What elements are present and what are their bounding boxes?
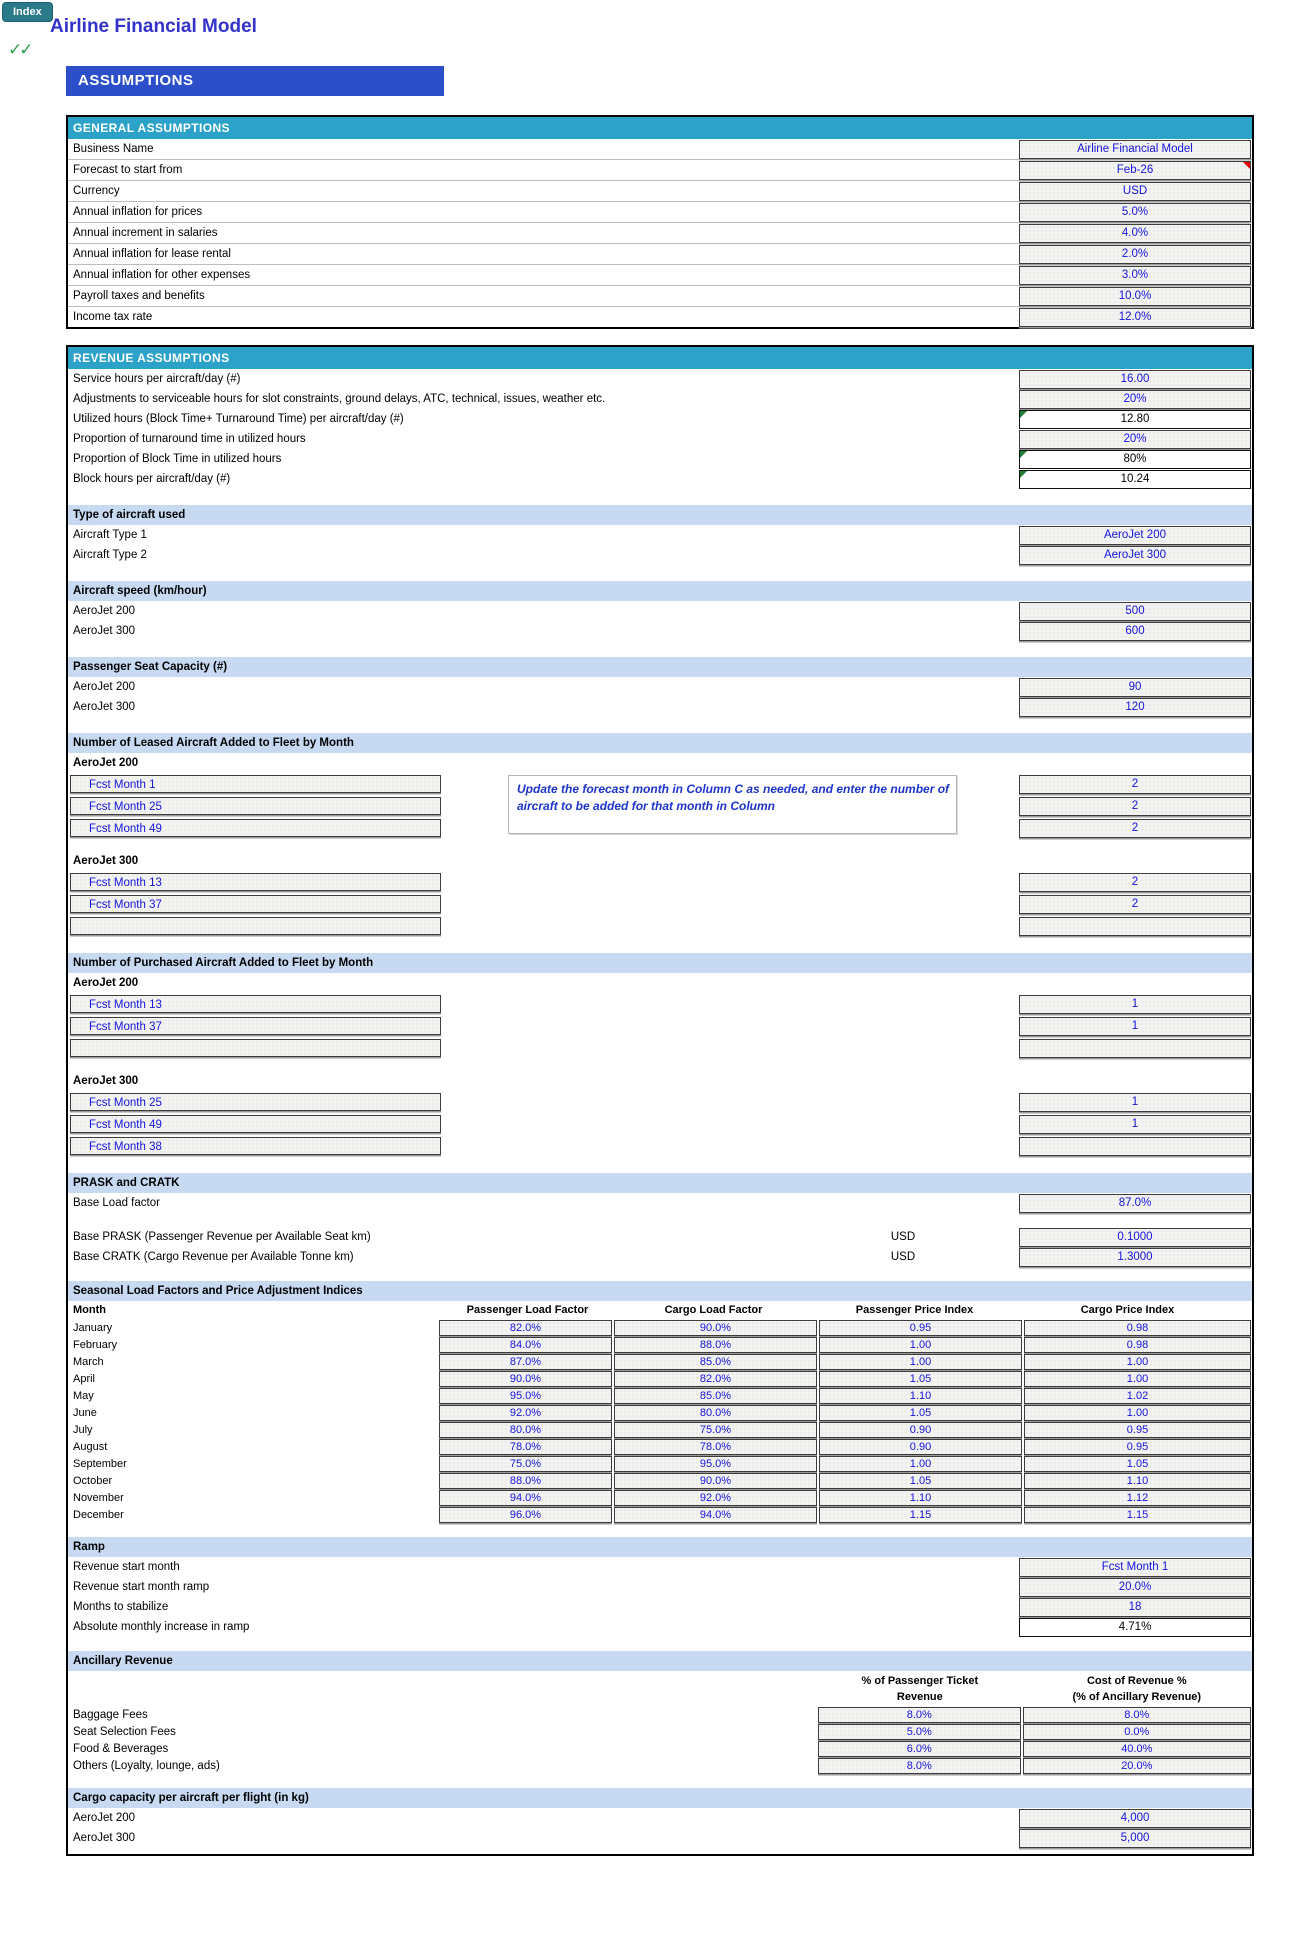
seasonal-row: December 96.0% 94.0% 1.15 1.15 <box>68 1506 1252 1523</box>
cargo-capacity-subheader: Cargo capacity per aircraft per flight (in kg) <box>68 1788 1252 1808</box>
cpi-input[interactable]: 1.05 <box>1024 1456 1251 1472</box>
ppi-input[interactable]: 1.00 <box>819 1456 1022 1472</box>
currency-unit-label: USD <box>890 1251 916 1263</box>
table-row: Forecast to start from Feb-26 <box>68 160 1252 181</box>
table-row: AeroJet 200 500 <box>68 601 1252 621</box>
table-row: AeroJet 300 5,000 <box>68 1828 1252 1848</box>
cost-pct-input[interactable]: 40.0% <box>1023 1741 1251 1757</box>
cpi-input[interactable]: 1.12 <box>1024 1490 1251 1506</box>
clf-input[interactable]: 95.0% <box>614 1456 817 1472</box>
seasonal-row: March 87.0% 85.0% 1.00 1.00 <box>68 1353 1252 1370</box>
seasonal-row: January 82.0% 90.0% 0.95 0.98 <box>68 1319 1252 1336</box>
table-row: AeroJet 200 90 <box>68 677 1252 697</box>
clf-input[interactable]: 92.0% <box>614 1490 817 1506</box>
clf-input[interactable]: 88.0% <box>614 1337 817 1353</box>
ancillary-row: Others (Loyalty, lounge, ads) 8.0% 20.0% <box>68 1757 1252 1774</box>
months-to-stabilize-input[interactable]: 18 <box>1019 1598 1251 1617</box>
clf-input[interactable]: 78.0% <box>614 1439 817 1455</box>
leased-count-input[interactable]: 2 <box>1019 873 1251 892</box>
ancillary-subheader: Ancillary Revenue <box>68 1651 1252 1671</box>
table-row: Revenue start month Fcst Month 1 <box>68 1557 1252 1577</box>
aircraft-type-2-input[interactable]: AeroJet 300 <box>1019 546 1251 565</box>
purchased-count-input[interactable]: 1 <box>1019 995 1251 1014</box>
leased-count-input[interactable]: 2 <box>1019 775 1251 794</box>
seasonal-row: September 75.0% 95.0% 1.00 1.05 <box>68 1455 1252 1472</box>
group-label: AeroJet 200 <box>73 757 139 769</box>
purchased-month-input[interactable] <box>70 1039 441 1057</box>
group-label: AeroJet 300 <box>73 1075 139 1087</box>
table-row: Revenue start month ramp 20.0% <box>68 1577 1252 1597</box>
purchased-count-input[interactable]: 1 <box>1019 1093 1251 1112</box>
seasonal-column-headers: Month Passenger Load Factor Cargo Load Factor Passenger Price Index Cargo Price Index <box>73 1304 1175 1316</box>
service-hours-input[interactable]: 16.00 <box>1019 370 1251 389</box>
lease-inflation-input[interactable]: 2.0% <box>1019 245 1251 264</box>
currency-input[interactable]: USD <box>1019 182 1251 201</box>
turnaround-proportion-input[interactable]: 20% <box>1019 430 1251 449</box>
plf-input[interactable]: 84.0% <box>439 1337 612 1353</box>
table-row <box>68 1037 1252 1059</box>
plf-input[interactable]: 95.0% <box>439 1388 612 1404</box>
plf-input[interactable]: 82.0% <box>439 1320 612 1336</box>
purchased-month-input[interactable]: Fcst Month 38 <box>70 1137 441 1155</box>
monthly-ramp-increase-cell: 4.71% <box>1019 1618 1251 1637</box>
ancillary-row: Baggage Fees 8.0% 8.0% <box>68 1706 1252 1723</box>
table-row: Currency USD <box>68 181 1252 202</box>
purchased-aircraft-subheader: Number of Purchased Aircraft Added to Fleet by Month <box>68 953 1252 973</box>
leased-month-input[interactable] <box>70 917 441 935</box>
inflation-prices-input[interactable]: 5.0% <box>1019 203 1251 222</box>
general-assumptions-table <box>66 115 1254 329</box>
table-row: Income tax rate 12.0% <box>68 307 1252 327</box>
seasonal-row: July 80.0% 75.0% 0.90 0.95 <box>68 1421 1252 1438</box>
leased-month-input[interactable]: Fcst Month 13 <box>70 873 441 891</box>
ppi-input[interactable]: 1.05 <box>819 1473 1022 1489</box>
ticket-pct-input[interactable]: 8.0% <box>818 1758 1021 1774</box>
salary-increment-input[interactable]: 4.0% <box>1019 224 1251 243</box>
ticket-pct-input[interactable]: 8.0% <box>818 1707 1021 1723</box>
ancillary-row: Food & Beverages 6.0% 40.0% <box>68 1740 1252 1757</box>
table-row: Aircraft Type 2 AeroJet 300 <box>68 545 1252 565</box>
table-row: Payroll taxes and benefits 10.0% <box>68 286 1252 307</box>
seasonal-row: October 88.0% 90.0% 1.05 1.10 <box>68 1472 1252 1489</box>
cpi-input[interactable]: 0.98 <box>1024 1337 1251 1353</box>
cost-pct-input[interactable]: 0.0% <box>1023 1724 1251 1740</box>
cpi-input[interactable]: 1.10 <box>1024 1473 1251 1489</box>
leased-aerojet200-group <box>68 773 1252 839</box>
ppi-input[interactable]: 1.05 <box>819 1371 1022 1387</box>
ppi-input[interactable]: 0.90 <box>819 1439 1022 1455</box>
table-row: Business Name Airline Financial Model <box>68 139 1252 160</box>
table-row: Base Load factor 87.0% <box>68 1193 1252 1213</box>
table-row <box>68 1091 1252 1113</box>
cpi-input[interactable]: 0.95 <box>1024 1422 1251 1438</box>
plf-input[interactable]: 92.0% <box>439 1405 612 1421</box>
seasonal-row: June 92.0% 80.0% 1.05 1.00 <box>68 1404 1252 1421</box>
purchased-month-input[interactable]: Fcst Month 13 <box>70 995 441 1013</box>
general-section-header: GENERAL ASSUMPTIONS <box>68 117 1252 139</box>
leased-month-input[interactable]: Fcst Month 1 <box>70 775 441 793</box>
formula-flag-icon <box>1020 411 1027 418</box>
start-month-ramp-input[interactable]: 20.0% <box>1019 1578 1251 1597</box>
table-row <box>68 915 1252 937</box>
purchased-aerojet200-group <box>68 993 1252 1059</box>
cost-pct-input[interactable]: 20.0% <box>1023 1758 1251 1774</box>
cargo-aerojet300-input[interactable]: 5,000 <box>1019 1829 1251 1848</box>
ppi-input[interactable]: 0.90 <box>819 1422 1022 1438</box>
plf-input[interactable]: 88.0% <box>439 1473 612 1489</box>
plf-input[interactable]: 94.0% <box>439 1490 612 1506</box>
cpi-input[interactable]: 0.98 <box>1024 1320 1251 1336</box>
ppi-input[interactable]: 1.10 <box>819 1490 1022 1506</box>
leased-aircraft-subheader: Number of Leased Aircraft Added to Fleet by Month <box>68 733 1252 753</box>
ppi-input[interactable]: 1.00 <box>819 1337 1022 1353</box>
table-row: Annual inflation for other expenses 3.0% <box>68 265 1252 286</box>
purchased-month-input[interactable]: Fcst Month 37 <box>70 1017 441 1035</box>
clf-input[interactable]: 85.0% <box>614 1388 817 1404</box>
cost-pct-input[interactable]: 8.0% <box>1023 1707 1251 1723</box>
plf-input[interactable]: 75.0% <box>439 1456 612 1472</box>
seats-aerojet300-input[interactable]: 120 <box>1019 698 1251 717</box>
speed-aerojet200-input[interactable]: 500 <box>1019 602 1251 621</box>
table-row <box>68 1015 1252 1037</box>
ppi-input[interactable]: 1.05 <box>819 1405 1022 1421</box>
serviceable-adjustment-input[interactable]: 20% <box>1019 390 1251 409</box>
currency-unit-label: USD <box>890 1231 916 1243</box>
payroll-taxes-input[interactable]: 10.0% <box>1019 287 1251 306</box>
speed-aerojet300-input[interactable]: 600 <box>1019 622 1251 641</box>
base-prask-input[interactable]: 0.1000 <box>1019 1228 1251 1247</box>
formula-flag-icon <box>1020 451 1027 458</box>
base-load-factor-input[interactable]: 87.0% <box>1019 1194 1251 1213</box>
purchased-count-input[interactable]: 1 <box>1019 1115 1251 1134</box>
cpi-input[interactable]: 1.15 <box>1024 1507 1251 1523</box>
ramp-subheader: Ramp <box>68 1537 1252 1557</box>
purchased-aerojet300-group <box>68 1091 1252 1157</box>
table-row: AeroJet 300 120 <box>68 697 1252 717</box>
forecast-start-input[interactable]: Feb-26 <box>1019 161 1251 180</box>
seasonal-row: February 84.0% 88.0% 1.00 0.98 <box>68 1336 1252 1353</box>
table-row <box>68 871 1252 893</box>
cpi-input[interactable]: 1.02 <box>1024 1388 1251 1404</box>
block-time-proportion-cell: 80% <box>1019 450 1251 469</box>
index-button[interactable]: Index <box>2 2 53 22</box>
table-row: Annual inflation for lease rental 2.0% <box>68 244 1252 265</box>
ppi-input[interactable]: 1.15 <box>819 1507 1022 1523</box>
utilized-hours-cell: 12.80 <box>1019 410 1251 429</box>
table-row: Proportion of Block Time in utilized hours 80% <box>68 449 1252 469</box>
table-row: Base CRATK (Cargo Revenue per Available Tonne km) USD 1.3000 <box>68 1247 1252 1267</box>
double-checkmark-icon: ✓✓ <box>8 40 31 59</box>
leased-month-input[interactable]: Fcst Month 49 <box>70 819 441 837</box>
table-row: Adjustments to serviceable hours for slot constraints, ground delays, ATC, technical, issues, weather etc. 20% <box>68 389 1252 409</box>
seat-capacity-subheader: Passenger Seat Capacity (#) <box>68 657 1252 677</box>
business-name-input[interactable]: Airline Financial Model <box>1019 140 1251 159</box>
group-label: AeroJet 200 <box>73 977 139 989</box>
table-row: Proportion of turnaround time in utilized hours 20% <box>68 429 1252 449</box>
clf-input[interactable]: 80.0% <box>614 1405 817 1421</box>
table-row: Months to stabilize 18 <box>68 1597 1252 1617</box>
table-row <box>68 993 1252 1015</box>
aircraft-speed-subheader: Aircraft speed (km/hour) <box>68 581 1252 601</box>
ancillary-column-headers: % of Passenger Ticket Revenue Cost of Revenue % (% of Ancillary Revenue) <box>861 1675 1202 1703</box>
ppi-input[interactable]: 1.10 <box>819 1388 1022 1404</box>
instruction-note: Update the forecast month in Column C as needed, and enter the number of aircraft to be added for that month in Column <box>508 775 957 834</box>
leased-count-input[interactable]: 2 <box>1019 819 1251 838</box>
page-title: Airline Financial Model <box>50 16 257 37</box>
seasonal-row: April 90.0% 82.0% 1.05 1.00 <box>68 1370 1252 1387</box>
leased-count-input[interactable] <box>1019 917 1251 936</box>
ppi-input[interactable]: 1.00 <box>819 1354 1022 1370</box>
aircraft-type-1-input[interactable]: AeroJet 200 <box>1019 526 1251 545</box>
plf-input[interactable]: 90.0% <box>439 1371 612 1387</box>
leased-aerojet300-group <box>68 871 1252 937</box>
prask-cratk-subheader: PRASK and CRATK <box>68 1173 1252 1193</box>
formula-flag-icon <box>1020 471 1027 478</box>
clf-input[interactable]: 82.0% <box>614 1371 817 1387</box>
clf-input[interactable]: 90.0% <box>614 1320 817 1336</box>
leased-month-input[interactable]: Fcst Month 25 <box>70 797 441 815</box>
table-row: Base PRASK (Passenger Revenue per Available Seat km) USD 0.1000 <box>68 1227 1252 1247</box>
table-row: Annual increment in salaries 4.0% <box>68 223 1252 244</box>
cpi-input[interactable]: 1.00 <box>1024 1354 1251 1370</box>
purchased-count-input[interactable] <box>1019 1039 1251 1058</box>
cpi-input[interactable]: 0.95 <box>1024 1439 1251 1455</box>
plf-input[interactable]: 78.0% <box>439 1439 612 1455</box>
purchased-month-input[interactable]: Fcst Month 25 <box>70 1093 441 1111</box>
clf-input[interactable]: 85.0% <box>614 1354 817 1370</box>
income-tax-input[interactable]: 12.0% <box>1019 308 1251 327</box>
group-label: AeroJet 300 <box>73 855 139 867</box>
table-row: Block hours per aircraft/day (#) 10.24 <box>68 469 1252 489</box>
revenue-section-header: REVENUE ASSUMPTIONS <box>68 347 1252 369</box>
purchased-count-input[interactable] <box>1019 1137 1251 1156</box>
plf-input[interactable]: 87.0% <box>439 1354 612 1370</box>
aircraft-type-subheader: Type of aircraft used <box>68 505 1252 525</box>
comment-flag-icon <box>1243 162 1250 169</box>
table-row: Utilized hours (Block Time+ Turnaround Time) per aircraft/day (#) 12.80 <box>68 409 1252 429</box>
leased-month-input[interactable]: Fcst Month 37 <box>70 895 441 913</box>
table-row: Absolute monthly increase in ramp 4.71% <box>68 1617 1252 1637</box>
leased-count-input[interactable]: 2 <box>1019 797 1251 816</box>
table-row <box>68 1113 1252 1135</box>
seats-aerojet200-input[interactable]: 90 <box>1019 678 1251 697</box>
purchased-count-input[interactable]: 1 <box>1019 1017 1251 1036</box>
cargo-aerojet200-input[interactable]: 4,000 <box>1019 1809 1251 1828</box>
table-row: Service hours per aircraft/day (#) 16.00 <box>68 369 1252 389</box>
seasonal-subheader: Seasonal Load Factors and Price Adjustment Indices <box>68 1281 1252 1301</box>
seasonal-row: May 95.0% 85.0% 1.10 1.02 <box>68 1387 1252 1404</box>
cpi-input[interactable]: 1.00 <box>1024 1405 1251 1421</box>
table-row: AeroJet 300 600 <box>68 621 1252 641</box>
revenue-assumptions-table <box>66 345 1254 1856</box>
clf-input[interactable]: 75.0% <box>614 1422 817 1438</box>
other-expense-inflation-input[interactable]: 3.0% <box>1019 266 1251 285</box>
base-cratk-input[interactable]: 1.3000 <box>1019 1248 1251 1267</box>
table-row: AeroJet 200 4,000 <box>68 1808 1252 1828</box>
plf-input[interactable]: 80.0% <box>439 1422 612 1438</box>
table-row <box>68 893 1252 915</box>
block-hours-cell: 10.24 <box>1019 470 1251 489</box>
table-row: Annual inflation for prices 5.0% <box>68 202 1252 223</box>
ppi-input[interactable]: 0.95 <box>819 1320 1022 1336</box>
seasonal-row: November 94.0% 92.0% 1.10 1.12 <box>68 1489 1252 1506</box>
clf-input[interactable]: 90.0% <box>614 1473 817 1489</box>
assumptions-banner: ASSUMPTIONS <box>66 66 444 96</box>
revenue-start-month-input[interactable]: Fcst Month 1 <box>1019 1558 1251 1577</box>
seasonal-row: August 78.0% 78.0% 0.90 0.95 <box>68 1438 1252 1455</box>
table-row: Aircraft Type 1 AeroJet 200 <box>68 525 1252 545</box>
ancillary-row: Seat Selection Fees 5.0% 0.0% <box>68 1723 1252 1740</box>
cpi-input[interactable]: 1.00 <box>1024 1371 1251 1387</box>
purchased-month-input[interactable]: Fcst Month 49 <box>70 1115 441 1133</box>
leased-count-input[interactable]: 2 <box>1019 895 1251 914</box>
ticket-pct-input[interactable]: 5.0% <box>818 1724 1021 1740</box>
ticket-pct-input[interactable]: 6.0% <box>818 1741 1021 1757</box>
clf-input[interactable]: 94.0% <box>614 1507 817 1523</box>
table-row <box>68 1135 1252 1157</box>
plf-input[interactable]: 96.0% <box>439 1507 612 1523</box>
